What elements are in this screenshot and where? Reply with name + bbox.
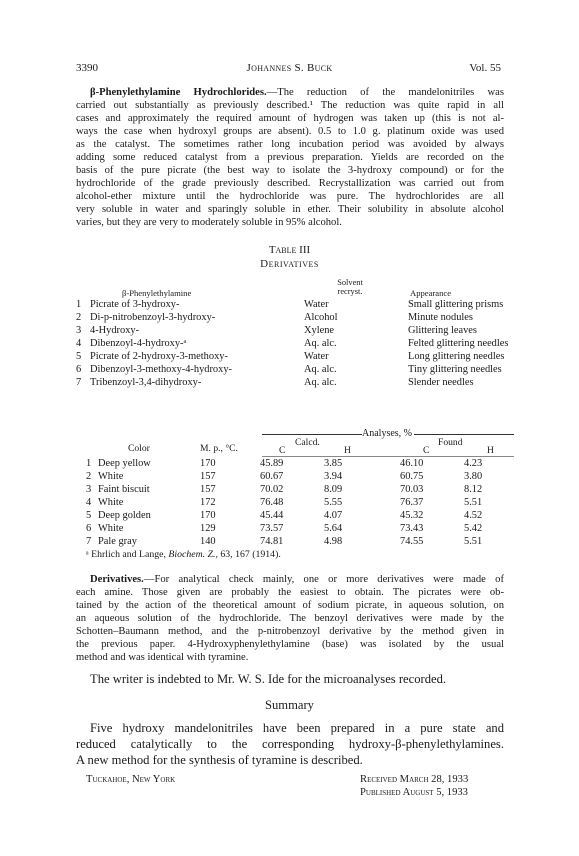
found-c-cell: 73.43 <box>400 523 424 534</box>
color-cell: Faint biscuit <box>98 484 150 495</box>
row-number: 4 <box>86 497 92 508</box>
para-line: —The reduction of the mandelonitriles was <box>266 87 504 98</box>
row-number: 5 <box>76 351 82 362</box>
row-number: 6 <box>76 364 82 375</box>
location: Tuckahoe, New York <box>86 774 176 785</box>
row-number: 7 <box>86 536 92 547</box>
calcd-header: Calcd. <box>295 437 320 448</box>
para-line: basis of the pure picrate (the best way to isolate the 3-hydroxy compound) or for the <box>76 165 504 176</box>
para-line: each amine. Those given are probably the easiest to obtain. The picrates were ob- <box>76 587 504 598</box>
para-line: cases and approximately the required amount of hydrogen was taken up (this is not al- <box>76 113 504 124</box>
calc-h-cell: 4.07 <box>324 510 343 521</box>
derivatives-table <box>76 298 516 389</box>
solvent-cell: Xylene <box>304 325 335 336</box>
compound-cell: Dibenzoyl-3-methoxy-4-hydroxy- <box>90 364 232 375</box>
found-h-cell: 3.80 <box>464 471 483 482</box>
row-number: 3 <box>86 484 92 495</box>
paragraph-derivatives <box>76 573 504 664</box>
analyses-rule-right <box>414 434 514 435</box>
found-h-cell: 5.51 <box>464 536 483 547</box>
appearance-cell: Minute nodules <box>408 312 473 323</box>
analyses-table <box>76 457 482 548</box>
analyses-rule-left <box>262 434 362 435</box>
para-line: as the catalyst. The sometimes rather long incubation period was avoided by always <box>76 139 504 150</box>
table-row <box>76 298 508 311</box>
calc-h-cell: 5.64 <box>324 523 343 534</box>
row-number: 6 <box>86 523 92 534</box>
para-line: very soluble in water and sparingly soluble in ether. Their solubility in absolute alcohol <box>76 204 504 215</box>
footnote-text: ᵃ Ehrlich and Lange, <box>86 549 169 560</box>
found-c-cell: 74.55 <box>400 536 424 547</box>
found-h-cell: 5.51 <box>464 497 483 508</box>
mp-cell: 172 <box>200 497 216 508</box>
solvent-header-line2: recryst. <box>337 286 363 296</box>
found-h-header: H <box>487 445 494 456</box>
table-title: Table III <box>268 244 311 256</box>
found-header: Found <box>438 437 463 448</box>
calc-h-cell: 4.98 <box>324 536 343 547</box>
found-c-cell: 70.03 <box>400 484 424 495</box>
calc-h-cell: 8.09 <box>324 484 343 495</box>
color-cell: White <box>98 471 124 482</box>
analyses-header: Analyses, % <box>362 428 412 439</box>
summary-heading: Summary <box>265 698 314 712</box>
appearance-cell: Glittering leaves <box>408 325 477 336</box>
para-line: an aqueous solution of the hydrochloride. The benzoyl derivatives were made by the <box>76 613 504 624</box>
received-date: Received March 28, 1933 <box>360 774 469 785</box>
color-cell: White <box>98 523 124 534</box>
calc-c-cell: 76.48 <box>260 497 284 508</box>
table-row <box>76 522 482 535</box>
para-line: hydrochloride of the grade previously described. Recrystallization was carried out from <box>76 178 504 189</box>
para-line: alcohol-ether mixture until the hydrochloride was pure. The hydrochlorides are all <box>76 191 504 202</box>
table-row <box>76 324 508 337</box>
color-cell: Deep yellow <box>98 458 151 469</box>
compound-cell: Picrate of 3-hydroxy- <box>90 299 180 310</box>
summary-text <box>76 720 504 768</box>
page-number: 3390 <box>76 62 98 74</box>
para-line: Schotten–Baumann method, and the p-nitrobenzoyl derivative by the method given in <box>76 626 504 637</box>
calc-h-header: H <box>344 445 351 456</box>
paragraph-hydrochlorides <box>76 86 504 229</box>
found-c-cell: 45.32 <box>400 510 424 521</box>
summary-line: Five hydroxy mandelonitriles have been prepared in a pure state and <box>90 721 504 735</box>
calc-c-cell: 74.81 <box>260 536 284 547</box>
table-row <box>76 363 508 376</box>
appearance-cell: Long glittering needles <box>408 351 505 362</box>
calc-c-cell: 70.02 <box>260 484 284 495</box>
mp-cell: 170 <box>200 510 216 521</box>
footnote-journal: Biochem. Z., <box>168 549 218 560</box>
volume-number: Vol. 55 <box>469 62 501 74</box>
compound-header: β-Phenylethylamine <box>122 288 192 298</box>
row-number: 4 <box>76 338 82 349</box>
table-row <box>76 496 482 509</box>
row-number: 1 <box>86 458 92 469</box>
compound-cell: Dibenzoyl-4-hydroxy-ᵃ <box>90 338 187 349</box>
mp-cell: 157 <box>200 484 216 495</box>
mp-cell: 170 <box>200 458 216 469</box>
running-header-author: Johannes S. Buck <box>246 62 333 74</box>
solvent-cell: Water <box>304 351 329 362</box>
compound-cell: Tribenzoyl-3,4-dihydroxy- <box>90 377 202 388</box>
mp-cell: 129 <box>200 523 216 534</box>
summary-line: A new method for the synthesis of tyramine is described. <box>76 753 363 767</box>
para-line: carried out substantially as previously described.¹ The reduction was quite rapid in all <box>76 100 504 111</box>
calc-c-cell: 60.67 <box>260 471 284 482</box>
found-c-cell: 60.75 <box>400 471 424 482</box>
found-h-cell: 8.12 <box>464 484 483 495</box>
acknowledgement: The writer is indebted to Mr. W. S. Ide for the microanalyses recorded. <box>90 672 447 686</box>
para-line: the previous paper. 4-Hydroxyphenylethylamine (base) was isolated by the usual <box>76 639 504 650</box>
table-subtitle: Derivatives <box>260 258 319 270</box>
appearance-cell: Small glittering prisms <box>408 299 504 310</box>
table-row <box>76 483 482 496</box>
found-c-header: C <box>423 445 430 456</box>
table-row <box>76 376 508 389</box>
color-cell: Pale gray <box>98 536 137 547</box>
found-c-cell: 76.37 <box>400 497 424 508</box>
table-row <box>76 311 508 324</box>
para-line: ways the case when hydroxyl groups are absent). 0.5 to 1.0 g. platinum oxide was used <box>76 126 504 137</box>
paragraph-lead: β-Phenylethylamine Hydrochlorides. <box>90 87 267 98</box>
mp-cell: 157 <box>200 471 216 482</box>
calc-c-header: C <box>279 445 286 456</box>
appearance-header: Appearance <box>410 288 452 298</box>
row-number: 2 <box>86 471 92 482</box>
compound-cell: Picrate of 2-hydroxy-3-methoxy- <box>90 351 228 362</box>
compound-cell: Di-p-nitrobenzoyl-3-hydroxy- <box>90 312 216 323</box>
row-number: 7 <box>76 377 82 388</box>
calc-c-cell: 73.57 <box>260 523 284 534</box>
color-cell: White <box>98 497 124 508</box>
row-number: 2 <box>76 312 82 323</box>
color-cell: Deep golden <box>98 510 151 521</box>
calc-h-cell: 5.55 <box>324 497 343 508</box>
compound-cell: 4-Hydroxy- <box>90 325 140 336</box>
row-number: 3 <box>76 325 82 336</box>
table-footnote <box>86 549 281 560</box>
calc-h-cell: 3.94 <box>324 471 343 482</box>
calc-c-cell: 45.89 <box>260 458 284 469</box>
para-line: tained by the action of the theoretical amount of sodium picrate, in aqueous solution, on <box>76 600 504 611</box>
paragraph-lead: Derivatives. <box>90 574 144 585</box>
mp-header: M. p., °C. <box>200 443 238 454</box>
solvent-header-line1: Solvent <box>337 278 363 287</box>
color-header: Color <box>128 443 150 454</box>
row-number: 5 <box>86 510 92 521</box>
mp-cell: 140 <box>200 536 216 547</box>
found-h-cell: 4.52 <box>464 510 483 521</box>
para-line: method and was identical with tyramine. <box>76 652 249 663</box>
solvent-cell: Water <box>304 299 329 310</box>
found-h-cell: 4.23 <box>464 458 483 469</box>
row-number: 1 <box>76 299 82 310</box>
found-c-cell: 46.10 <box>400 458 424 469</box>
table-row <box>76 350 508 363</box>
para-line: —For analytical check mainly, one or more derivatives were made of <box>143 574 504 585</box>
appearance-cell: Slender needles <box>408 377 474 388</box>
footnote-citation: 63, 167 (1914). <box>217 549 281 560</box>
solvent-cell: Alcohol <box>304 312 338 323</box>
table-row <box>76 509 482 522</box>
table-row <box>76 457 482 470</box>
found-h-cell: 5.42 <box>464 523 483 534</box>
solvent-cell: Aq. alc. <box>304 338 337 349</box>
table-row <box>76 470 482 483</box>
solvent-cell: Aq. alc. <box>304 377 337 388</box>
published-date: Published August 5, 1933 <box>360 787 468 798</box>
appearance-cell: Tiny glittering needles <box>408 364 502 375</box>
table-row <box>76 535 482 548</box>
para-line: adding some reduced catalyst from a previous preparation. Yields are recorded on the <box>76 152 504 163</box>
appearance-cell: Felted glittering needles <box>408 338 509 349</box>
solvent-cell: Aq. alc. <box>304 364 337 375</box>
calc-h-cell: 3.85 <box>324 458 343 469</box>
para-line: varies, but they are very to moderately soluble in 95% alcohol. <box>76 217 342 228</box>
table-row <box>76 337 508 350</box>
solvent-header <box>320 279 380 296</box>
summary-line: reduced catalytically to the corresponding hydroxy-β-phenylethylamines. <box>76 737 504 751</box>
calc-c-cell: 45.44 <box>260 510 284 521</box>
